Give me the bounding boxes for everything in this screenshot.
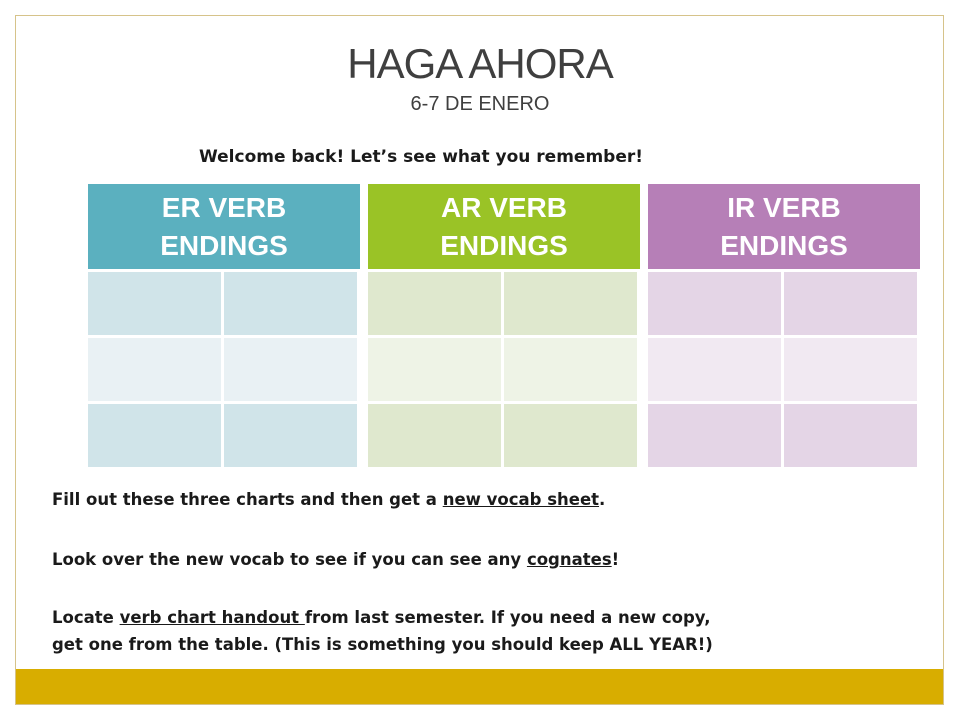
er-chart-header <box>88 184 360 269</box>
instruction-1-end: . <box>599 490 606 509</box>
welcome-text: Welcome back! Let’s see what you remember! <box>199 147 644 167</box>
instruction-1-text: Fill out these three charts and then get a <box>52 490 443 509</box>
ar-cell-r2-c1[interactable] <box>368 338 501 401</box>
er-cell-r3-c2[interactable] <box>224 404 357 467</box>
instruction-2-text: Look over the new vocab to see if you can see any <box>52 550 527 569</box>
er-cell-r1-c1[interactable] <box>88 272 221 335</box>
instruction-line-3 <box>52 608 711 627</box>
instruction-line-4: get one from the table. (This is something you should keep ALL YEAR!) <box>52 635 713 654</box>
er-cell-r1-c2[interactable] <box>224 272 357 335</box>
ar-cell-r1-c2[interactable] <box>504 272 637 335</box>
slide-title: HAGA AHORA <box>347 40 613 87</box>
new-vocab-sheet-link[interactable]: new vocab sheet <box>442 490 600 509</box>
ar-cell-r3-c2[interactable] <box>504 404 637 467</box>
ar-cell-r1-c1[interactable] <box>368 272 501 335</box>
footer-bar <box>16 669 943 704</box>
instruction-3-text: Locate <box>52 608 120 627</box>
er-cell-r3-c1[interactable] <box>88 404 221 467</box>
ar-chart-header <box>368 184 640 269</box>
instruction-2-end: ! <box>611 550 620 569</box>
instruction-line-2 <box>52 550 619 569</box>
instruction-3-end: from last semester. If you need a new copy, <box>304 608 711 627</box>
ir-cell-r1-c1[interactable] <box>648 272 781 335</box>
er-cell-r2-c2[interactable] <box>224 338 357 401</box>
ir-verb-chart <box>648 184 920 468</box>
ir-cell-r3-c1[interactable] <box>648 404 781 467</box>
ar-verb-chart <box>368 184 640 468</box>
ir-cell-r2-c2[interactable] <box>784 338 917 401</box>
ir-cell-r2-c1[interactable] <box>648 338 781 401</box>
er-chart-heading: ER VERB ENDINGS <box>160 191 288 261</box>
ir-chart-heading: IR VERB ENDINGS <box>720 191 848 261</box>
ar-cell-r2-c2[interactable] <box>504 338 637 401</box>
instruction-line-1 <box>52 490 605 509</box>
cognates-link[interactable]: cognates <box>526 550 612 569</box>
er-cell-r2-c1[interactable] <box>88 338 221 401</box>
ir-cell-r1-c2[interactable] <box>784 272 917 335</box>
er-verb-chart <box>88 184 360 468</box>
ar-chart-heading: AR VERB ENDINGS <box>440 191 568 261</box>
ir-chart-header <box>648 184 920 269</box>
ir-cell-r3-c2[interactable] <box>784 404 917 467</box>
ar-cell-r3-c1[interactable] <box>368 404 501 467</box>
slide-subtitle: 6-7 DE ENERO <box>410 93 550 115</box>
verb-chart-handout-link[interactable]: verb chart handout <box>119 608 305 627</box>
